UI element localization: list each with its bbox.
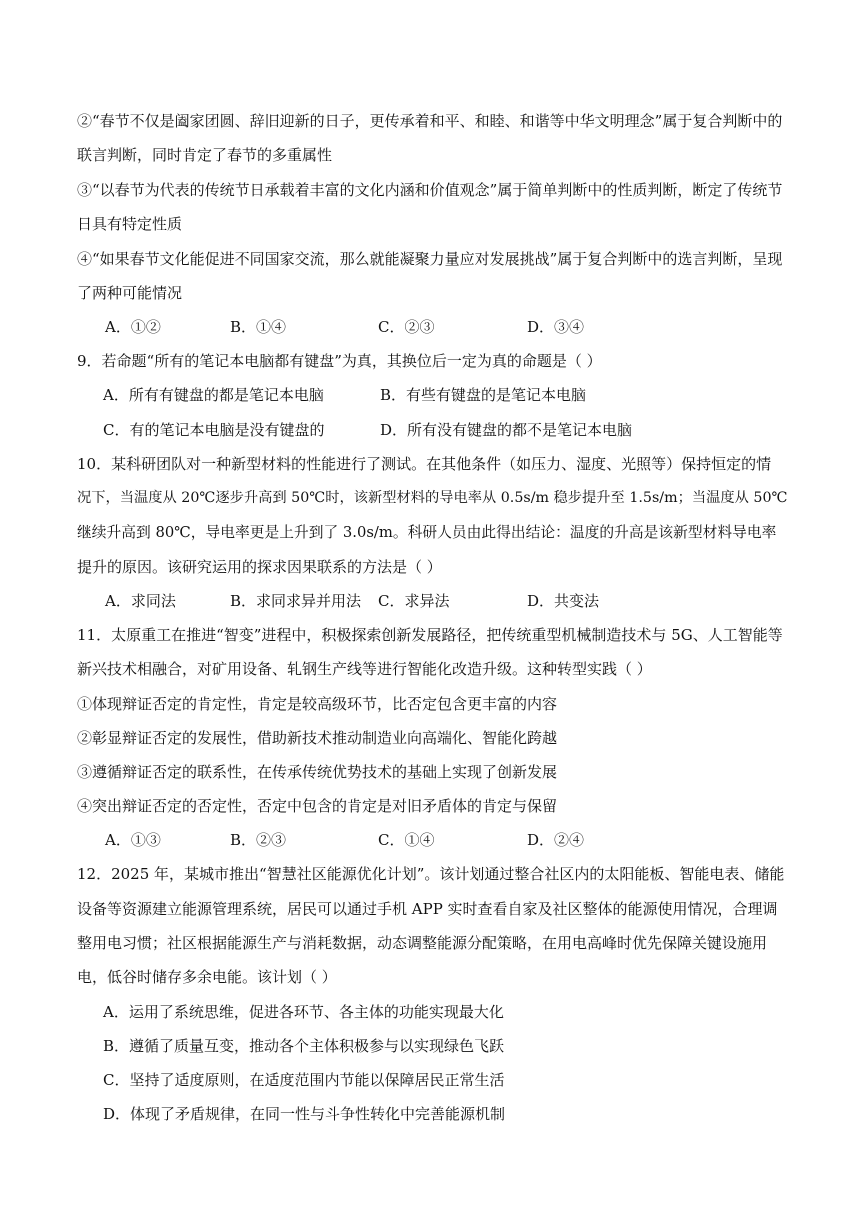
q8-statement-2-line-1: ②“春节不仅是阖家团圆、辞旧迎新的日子，更传承着和平、和睦、和谐等中华文明理念”属于复合判断中的 xyxy=(77,112,783,130)
q11-statement-3: ③遵循辩证否定的联系性，在传承传统优势技术的基础上实现了创新发展 xyxy=(77,763,558,781)
q11-stem-line-2: 新兴技术相融合，对矿用设备、轧钢生产线等进行智能化改造升级。这种转型实践（ ） xyxy=(77,660,652,678)
q10-stem-line-4: 提升的原因。该研究运用的探求因果联系的方法是（ ） xyxy=(77,558,442,576)
q11-option-a: A．①③ xyxy=(105,831,161,849)
q10-stem-line-2: 况下，当温度从 20℃逐步升高到 50℃时，该新型材料的导电率从 0.5s/m 稳步提升至 1.5s/m；当温度从 50℃ xyxy=(77,490,787,506)
q9-option-b: B．有些有键盘的是笔记本电脑 xyxy=(380,386,587,404)
q8-option-a: A．①② xyxy=(105,318,161,336)
q9-option-a: A．所有有键盘的都是笔记本电脑 xyxy=(103,386,324,404)
q11-statement-2: ②彰显辩证否定的发展性，借助新技术推动制造业向高端化、智能化跨越 xyxy=(77,729,558,747)
q8-statement-4-line-2: 了两种可能情况 xyxy=(77,284,183,302)
q11-statement-1: ①体现辩证否定的肯定性，肯定是较高级环节，比否定包含更丰富的内容 xyxy=(77,695,558,713)
q12-option-b: B．遵循了质量互变，推动各个主体积极参与以实现绿色飞跃 xyxy=(103,1037,505,1055)
q12-option-c: C．坚持了适度原则，在适度范围内节能以保障居民正常生活 xyxy=(103,1071,505,1089)
q11-option-d: D．②④ xyxy=(527,831,585,849)
q8-statement-4-line-1: ④“如果春节文化能促进不同国家交流，那么就能凝聚力量应对发展挑战”属于复合判断中的选言判断，呈现 xyxy=(77,250,783,268)
q8-option-c: C．②③ xyxy=(378,318,435,336)
q12-stem-line-2: 设备等资源建立能源管理系统，居民可以通过手机 APP 实时查看自家及社区整体的能源使用情况，合理调 xyxy=(77,900,778,918)
q8-statement-3-line-2: 日具有特定性质 xyxy=(77,215,183,233)
q11-option-c: C．①④ xyxy=(378,831,435,849)
q8-statement-2-line-2: 联言判断，同时肯定了春节的多重属性 xyxy=(77,146,333,164)
q10-option-c: C．求异法 xyxy=(378,592,450,610)
q10-stem-line-1: 10．某科研团队对一种新型材料的性能进行了测试。在其他条件（如压力、湿度、光照等）保持恒定的情 xyxy=(77,455,772,473)
q12-option-d: D．体现了矛盾规律，在同一性与斗争性转化中完善能源机制 xyxy=(103,1105,506,1123)
q10-option-d: D．共变法 xyxy=(527,592,600,610)
q11-statement-4: ④突出辩证否定的否定性，否定中包含的肯定是对旧矛盾体的肯定与保留 xyxy=(77,797,558,815)
q9-option-d: D．所有没有键盘的都不是笔记本电脑 xyxy=(380,421,633,439)
q8-statement-3-line-1: ③“以春节为代表的传统节日承载着丰富的文化内涵和价值观念”属于简单判断中的性质判断，断定了传统节 xyxy=(77,181,783,199)
q9-stem: 9．若命题“所有的笔记本电脑都有键盘”为真，其换位后一定为真的命题是（ ） xyxy=(77,352,602,370)
q9-option-c: C．有的笔记本电脑是没有键盘的 xyxy=(103,421,325,439)
q8-option-d: D．③④ xyxy=(527,318,585,336)
q12-stem-line-1: 12．2025 年，某城市推出“智慧社区能源优化计划”。该计划通过整合社区内的太阳能板、智能电表、储能 xyxy=(77,865,785,883)
q11-stem-line-1: 11．太原重工在推进“智变”进程中，积极探索创新发展路径，把传统重型机械制造技术与 5G、人工智能等 xyxy=(77,626,783,644)
q11-option-b: B．②③ xyxy=(230,831,287,849)
q10-option-a: A．求同法 xyxy=(105,592,176,610)
q8-option-b: B．①④ xyxy=(230,318,287,336)
q12-option-a: A．运用了系统思维，促进各环节、各主体的功能实现最大化 xyxy=(103,1003,504,1021)
q10-stem-line-3: 继续升高到 80℃，导电率更是上升到了 3.0s/m。科研人员由此得出结论：温度的升高是该新型材料导电率 xyxy=(77,524,777,541)
q10-option-b: B．求同求异并用法 xyxy=(230,592,362,610)
q12-stem-line-4: 电，低谷时储存多余电能。该计划（ ） xyxy=(77,968,337,986)
q12-stem-line-3: 整用电习惯；社区根据能源生产与消耗数据，动态调整能源分配策略，在用电高峰时优先保障关键设施用 xyxy=(77,934,768,952)
